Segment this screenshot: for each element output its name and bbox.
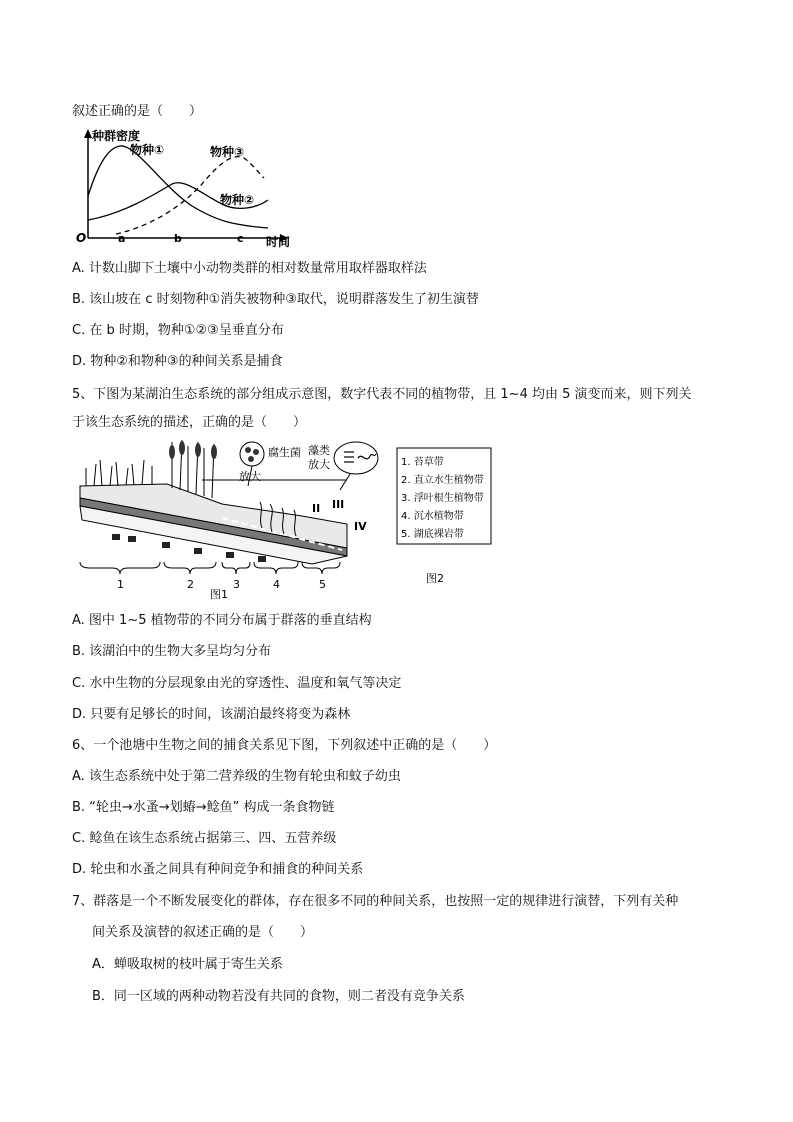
- q7-option-a: A．蝉吸取树的枝叶属于寄生关系: [92, 957, 283, 972]
- legend-item-3: 3. 浮叶根生植物带: [401, 493, 484, 504]
- q4-option-d: D. 物种②和物种③的种间关系是捕食: [72, 354, 283, 369]
- q4-option-c: C. 在 b 时期，物种①②③呈垂直分布: [72, 323, 284, 338]
- figure-1-caption: 图1: [210, 588, 228, 600]
- fungi-zoom-label: 放大: [239, 470, 261, 483]
- q6-option-a: A. 该生态系统中处于第二营养级的生物有轮虫和蚊子幼虫: [72, 769, 401, 784]
- label-species-3: 物种③: [210, 145, 245, 159]
- figure-2-caption: 图2: [426, 572, 444, 585]
- roman-label-iv: IV: [354, 520, 367, 533]
- q4-option-a: A. 计数山脚下土壤中小动物类群的相对数量常用取样器取样法: [72, 261, 427, 276]
- origin-label: O: [76, 231, 87, 245]
- q6-option-d: D. 轮虫和水蚤之间具有种间竞争和捕食的种间关系: [72, 862, 364, 877]
- roman-label-iii: III: [332, 498, 345, 511]
- label-species-1: 物种①: [130, 143, 165, 157]
- q5-option-c: C. 水中生物的分层现象由光的穿透性、温度和氧气等决定: [72, 676, 402, 691]
- q5-option-b: B. 该湖泊中的生物大多呈均匀分布: [72, 644, 272, 659]
- legend-item-1: 1. 苔草带: [401, 457, 444, 468]
- tick-b: b: [174, 232, 182, 245]
- zone-label-3: 3: [233, 578, 240, 591]
- fungi-label: 腐生菌: [268, 446, 301, 459]
- roman-label-ii: II: [312, 502, 321, 515]
- label-species-2: 物种②: [220, 193, 255, 207]
- q5-option-a: A. 图中 1~5 植物带的不同分布属于群落的垂直结构: [72, 613, 372, 628]
- q7-option-b: B．同一区域的两种动物若没有共同的食物，则二者没有竞争关系: [92, 989, 465, 1004]
- algae-zoom-label: 放大: [308, 458, 330, 471]
- q5-option-d: D. 只要有足够长的时间，该湖泊最终将变为森林: [72, 707, 351, 722]
- q7-stem-line2: 间关系及演替的叙述正确的是（ ）: [92, 925, 314, 940]
- q7-stem-line1: 7、群落是一个不断发展变化的群体，存在很多不同的种间关系，也按照一定的规律进行演替，下列有关种: [72, 894, 679, 909]
- legend-item-2: 2. 直立水生植物带: [401, 475, 484, 486]
- tick-c: c: [237, 232, 244, 245]
- lake-ecosystem-diagram: [72, 438, 502, 600]
- population-density-chart: [72, 126, 312, 250]
- q5-stem-line1: 5、下图为某湖泊生态系统的部分组成示意图，数字代表不同的植物带，且 1~4 均由 5 演变而来，则下列关: [72, 387, 692, 402]
- q4-option-b: B. 该山坡在 c 时刻物种①消失被物种③取代，说明群落发生了初生演替: [72, 292, 479, 307]
- q6-option-c: C. 鲶鱼在该生态系统占据第三、四、五营养级: [72, 831, 337, 846]
- tick-a: a: [118, 232, 126, 245]
- zone-label-2: 2: [187, 578, 194, 591]
- q6-option-b: B. “轮虫→水蚤→划蝽→鲶鱼” 构成一条食物链: [72, 800, 335, 815]
- legend-item-4: 4. 沉水植物带: [401, 511, 464, 522]
- x-axis-label: 时间: [266, 235, 291, 249]
- q5-stem-line2: 于该生态系统的描述，正确的是（ ）: [72, 415, 307, 430]
- q6-stem: 6、一个池塘中生物之间的捕食关系见下图，下列叙述中正确的是（ ）: [72, 738, 497, 753]
- y-axis-label: 种群密度: [92, 129, 141, 143]
- q4-stem-tail: 叙述正确的是（ ）: [72, 104, 203, 119]
- zone-label-4: 4: [273, 578, 280, 591]
- zone-label-5: 5: [319, 578, 326, 591]
- zone-label-1: 1: [117, 578, 124, 591]
- legend-item-5: 5. 湖底裸岩带: [401, 529, 464, 540]
- algae-label: 藻类: [308, 444, 330, 457]
